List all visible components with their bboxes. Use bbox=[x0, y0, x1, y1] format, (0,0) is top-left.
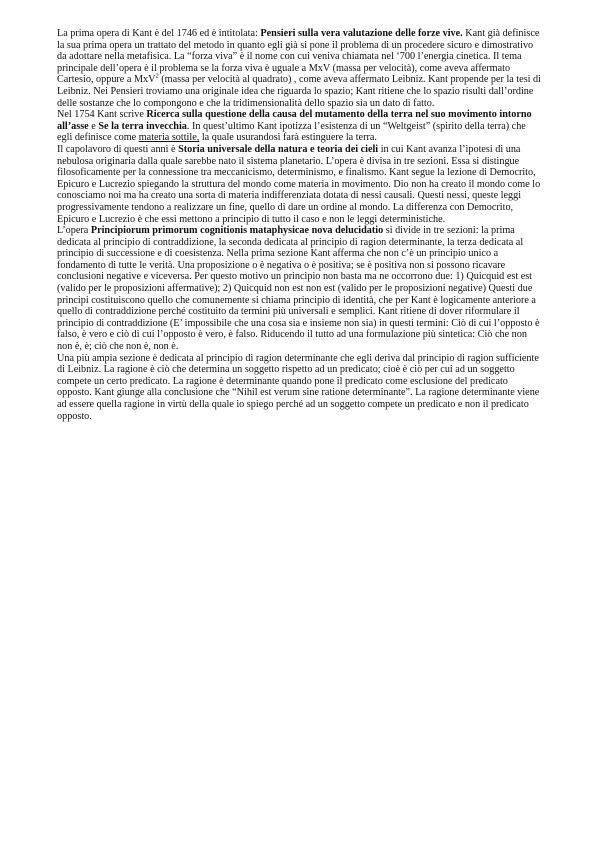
paragraph-ragion-determinante bbox=[57, 353, 541, 423]
text: Nel 1754 Kant scrive bbox=[57, 109, 147, 121]
title-storia-universale: Storia universale della natura e teoria dei cieli bbox=[178, 143, 379, 155]
superscript: 2 bbox=[155, 72, 159, 80]
text: Una più ampia sezione è dedicata al principio di ragion determinante che egli deriva dal principio di ragion sufficiente di Leibniz. La ragione è ciò che determina un soggetto rispetto ad un predicato; cioè è ciò per cui ad un soggetto compete un certo predicato. La ragione è determinante quando pone il predicato come esclusione del predicato opposto. Kant giunge alla conclusione che “Nihil est verum sine ratione determinante”. La ragione determinante viene ad essere quella ragione in virtù della quale io spiego perché ad un soggetto compete un predicato e non il predicato opposto. bbox=[57, 352, 540, 422]
title-pensieri: Pensieri sulla vera valutazione delle forze vive. bbox=[260, 28, 463, 39]
paragraph-nova-delucidatio bbox=[57, 225, 541, 353]
text: e bbox=[88, 120, 99, 132]
text: (massa per velocità al quadrato) , come aveva affermato Leibniz. Kant propende per la tesi di Leibniz. Nei Pensieri troviamo una originale idea che riguarda lo spazio; Kant ritiene che lo spazio risulti dall’ordine delle sostanze che lo compongono e che la tridimensionalità dello spazio sia un dato di fatto. bbox=[57, 74, 541, 109]
document-body bbox=[57, 28, 541, 422]
text: L’opera bbox=[57, 225, 91, 237]
underlined-materia-sottile: materia sottile, bbox=[138, 132, 200, 144]
text: si divide in tre sezioni: la prima dedicata al principio di contraddizione, la seconda dedicata al principio di ragion determinante, la terza dedicata al principio di successione e di coesistenza. Nella prima sezione Kant afferma che non c’è un principio unico a fondamento di tutte le verità. Una proposizione o è negativa o è positiva; se è positiva non si possono ricavare conclusioni negative e viceversa. Per questo motivo un principio non basta ma ne occorrono due: 1) Quicquid est est (valido per le proposizioni affermative); 2) Quicquid non est non est (valido per le proposizioni negative) Questi due principi costituiscono quello che comunemente si chiama principio di identità, che per Kant è logicamente anteriore a quello di contraddizione perché costituito da termini più universali e semplici. Kant ritiene di dover riformulare il principio di contraddizione (E’ impossibile che una cosa sia e insieme non sia) in questi termini: Ciò di cui l’opposto è falso, è vero e ciò di cui l’opposto è vero, è falso. Riducendo il tutto ad una formulazione più sintetica: Ciò che non non è, è; ciò che non è, non è. bbox=[57, 225, 540, 353]
text: in cui Kant avanza l’ipotesi di una nebulosa originaria dalla quale sarebbe nato il sistema planetario. L’opera è divisa in tre sezioni. Essa si distingue filosoficamente per la connessione tra meccanicismo, determinismo, e finalismo. Kant segue la lezione di Democrito, Epicuro e Lucrezio spiegando la struttura del mondo come materia in movimento. Dio non ha creato il mondo come lo conosciamo noi ma ha creato una sorta di materia indifferenziata dotata di nessi causali. Questi nessi, queste leggi progressivamente tendono a realizzare un fine, quello di dare un ordine al mondo. La differenza con Democrito, Epicuro e Lucrezio è che essi mettono a principio di tutto il caso e non le leggi deterministiche. bbox=[57, 143, 541, 225]
text: la quale usurandosi farà estinguere la terra. bbox=[199, 132, 377, 144]
text: La prima opera di Kant è del 1746 ed è intitolata: bbox=[57, 28, 261, 39]
title-ricerca: Ricerca sulla questione della causa del mutamento della terra nel suo movimento intorno all’asse bbox=[57, 109, 532, 132]
text: . In quest’ultimo Kant ipotizza l’esistenza di un “Weltgeist” (spirito della terra) che egli definisce come bbox=[57, 120, 526, 144]
paragraph-forze-vive bbox=[57, 28, 541, 109]
text: Il capolavoro di questi anni è bbox=[57, 143, 179, 155]
paragraph-storia-universale bbox=[57, 144, 541, 225]
paragraph-1754 bbox=[57, 109, 541, 144]
title-principiorum: Principiorum primorum cognitionis mataphysicae nova delucidatio bbox=[90, 225, 384, 237]
title-se-la-terra: Se la terra invecchia bbox=[98, 120, 187, 132]
text: Kant già definisce la sua prima opera un trattato del metodo in quanto egli già si pone il problema di un procedere sicuro e dimostrativo da adottare nella metafisica. La “forza viva” è il nome con cui veniva chiamata nel ‘700 l’energia cinetica. Il tema principale dell’opera è il problema se la forza viva è uguale a MxV (massa per velocità), come aveva affermato Cartesio, oppure a MxV bbox=[57, 28, 540, 86]
